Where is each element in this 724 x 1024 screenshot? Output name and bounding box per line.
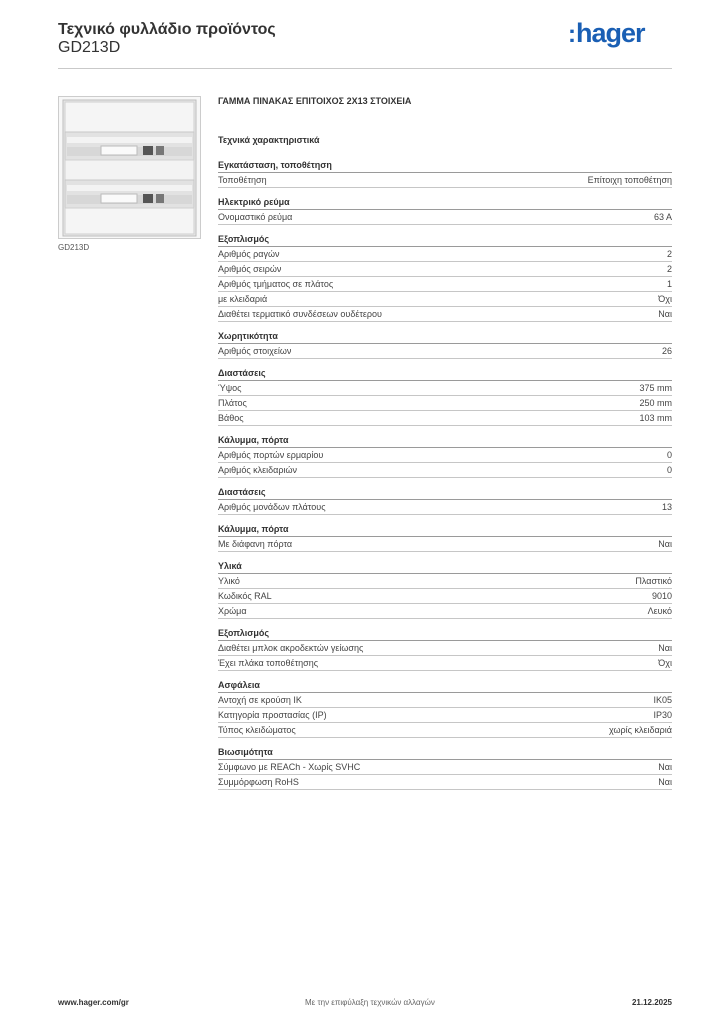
spec-value: 2 <box>666 249 672 259</box>
spec-row <box>218 500 672 515</box>
spec-section <box>218 233 672 322</box>
spec-row <box>218 262 672 277</box>
spec-value: Όχι <box>658 294 672 304</box>
spec-label: Αριθμός πορτών ερμαρίου <box>218 450 324 460</box>
spec-row <box>218 396 672 411</box>
spec-label: Αριθμός ραγών <box>218 249 280 259</box>
section-title: Εξοπλισμός <box>218 627 672 641</box>
spec-value: 103 mm <box>639 413 672 423</box>
section-title: Υλικά <box>218 560 672 574</box>
spec-section <box>218 330 672 359</box>
spec-value: Όχι <box>658 658 672 668</box>
spec-row <box>218 381 672 396</box>
spec-section <box>218 523 672 552</box>
spec-label: Συμμόρφωση RoHS <box>218 777 299 787</box>
logo-mark-icon: : <box>568 21 575 48</box>
spec-value: IP30 <box>653 710 672 720</box>
product-image-caption: GD213D <box>58 243 90 252</box>
logo-text: hager <box>576 18 645 48</box>
spec-label: Αριθμός σειρών <box>218 264 282 274</box>
spec-row <box>218 210 672 225</box>
spec-row <box>218 173 672 188</box>
spec-section <box>218 367 672 426</box>
section-title: Κάλυμμα, πόρτα <box>218 523 672 537</box>
footer-website[interactable]: www.hager.com/gr <box>58 998 129 1007</box>
section-title: Ηλεκτρικό ρεύμα <box>218 196 672 210</box>
spec-row <box>218 641 672 656</box>
spec-row <box>218 292 672 307</box>
spec-label: Ύψος <box>218 383 242 393</box>
spec-section <box>218 434 672 478</box>
spec-row <box>218 307 672 322</box>
spec-row <box>218 656 672 671</box>
hager-logo[interactable] <box>568 18 645 49</box>
spec-label: Αριθμός τμήματος σε πλάτος <box>218 279 334 289</box>
section-title: Εξοπλισμός <box>218 233 672 247</box>
spec-label: Με διάφανη πόρτα <box>218 539 293 549</box>
spec-row <box>218 277 672 292</box>
spec-row <box>218 448 672 463</box>
spec-label: Διαθέτει τερματικό συνδέσεων ουδέτερου <box>218 309 382 319</box>
spec-row <box>218 693 672 708</box>
spec-value: 2 <box>666 264 672 274</box>
spec-label: Τύπος κλειδώματος <box>218 725 296 735</box>
spec-value: Ναι <box>658 777 672 787</box>
section-title: Βιωσιμότητα <box>218 746 672 760</box>
section-title: Χωρητικότητα <box>218 330 672 344</box>
spec-row <box>218 708 672 723</box>
spec-value: 375 mm <box>639 383 672 393</box>
footer-date: 21.12.2025 <box>631 998 672 1007</box>
spec-value: 250 mm <box>639 398 672 408</box>
spec-label: Βάθος <box>218 413 244 423</box>
product-image <box>58 96 201 239</box>
section-title: Διαστάσεις <box>218 486 672 500</box>
document-title: Τεχνικό φυλλάδιο προϊόντος <box>58 21 276 38</box>
spec-label: Αριθμός μονάδων πλάτους <box>218 502 326 512</box>
spec-sections <box>218 159 672 790</box>
spec-value: Επίτοιχη τοποθέτηση <box>587 175 672 185</box>
spec-value: Πλαστικό <box>635 576 672 586</box>
spec-label: Τοποθέτηση <box>218 175 267 185</box>
spec-row <box>218 723 672 738</box>
spec-value: 0 <box>666 465 672 475</box>
spec-row <box>218 604 672 619</box>
spec-section <box>218 560 672 619</box>
spec-row <box>218 411 672 426</box>
spec-value: 13 <box>661 502 672 512</box>
footer-note: Με την επιφύλαξη τεχνικών αλλαγών <box>305 998 435 1007</box>
product-title: ΓΑΜΜΑ ΠΙΝΑΚΑΣ ΕΠΙΤΟΙΧΟΣ 2X13 ΣΤΟΙΧΕΙΑ <box>218 96 412 106</box>
spec-value: 1 <box>666 279 672 289</box>
spec-section <box>218 159 672 188</box>
spec-section <box>218 196 672 225</box>
spec-label: Κατηγορία προστασίας (IP) <box>218 710 327 720</box>
spec-content <box>218 96 672 798</box>
header-divider <box>58 68 672 69</box>
spec-row <box>218 344 672 359</box>
section-title: Εγκατάσταση, τοποθέτηση <box>218 159 672 173</box>
spec-label: Σύμφωνο με REACh - Χωρίς SVHC <box>218 762 361 772</box>
section-title: Κάλυμμα, πόρτα <box>218 434 672 448</box>
spec-value: Λευκό <box>647 606 672 616</box>
spec-section <box>218 679 672 738</box>
spec-label: Αριθμός στοιχείων <box>218 346 292 356</box>
spec-label: Ονομαστικό ρεύμα <box>218 212 293 222</box>
spec-label: Έχει πλάκα τοποθέτησης <box>218 658 319 668</box>
spec-row <box>218 537 672 552</box>
spec-label: Υλικό <box>218 576 240 586</box>
tech-characteristics-heading: Τεχνικά χαρακτηριστικά <box>218 135 320 145</box>
spec-row <box>218 589 672 604</box>
spec-label: Αριθμός κλειδαριών <box>218 465 298 475</box>
spec-section <box>218 627 672 671</box>
spec-row <box>218 760 672 775</box>
spec-value: 0 <box>666 450 672 460</box>
spec-row <box>218 463 672 478</box>
product-code: GD213D <box>58 39 121 56</box>
spec-label: Διαθέτει μπλοκ ακροδεκτών γείωσης <box>218 643 364 653</box>
spec-value: Ναι <box>658 643 672 653</box>
spec-row <box>218 247 672 262</box>
spec-label: Πλάτος <box>218 398 247 408</box>
spec-label: Κωδικός RAL <box>218 591 272 601</box>
spec-value: 26 <box>661 346 672 356</box>
spec-section <box>218 486 672 515</box>
spec-row <box>218 775 672 790</box>
section-title: Ασφάλεια <box>218 679 672 693</box>
spec-value: Ναι <box>658 539 672 549</box>
spec-value: 9010 <box>651 591 672 601</box>
section-title: Διαστάσεις <box>218 367 672 381</box>
spec-label: Αντοχή σε κρούση IK <box>218 695 302 705</box>
spec-value: Ναι <box>658 762 672 772</box>
spec-value: χωρίς κλειδαριά <box>608 725 672 735</box>
spec-section <box>218 746 672 790</box>
spec-value: Ναι <box>658 309 672 319</box>
spec-value: 63 A <box>653 212 672 222</box>
spec-value: IK05 <box>653 695 672 705</box>
spec-label: Χρώμα <box>218 606 247 616</box>
spec-label: με κλειδαριά <box>218 294 268 304</box>
spec-row <box>218 574 672 589</box>
